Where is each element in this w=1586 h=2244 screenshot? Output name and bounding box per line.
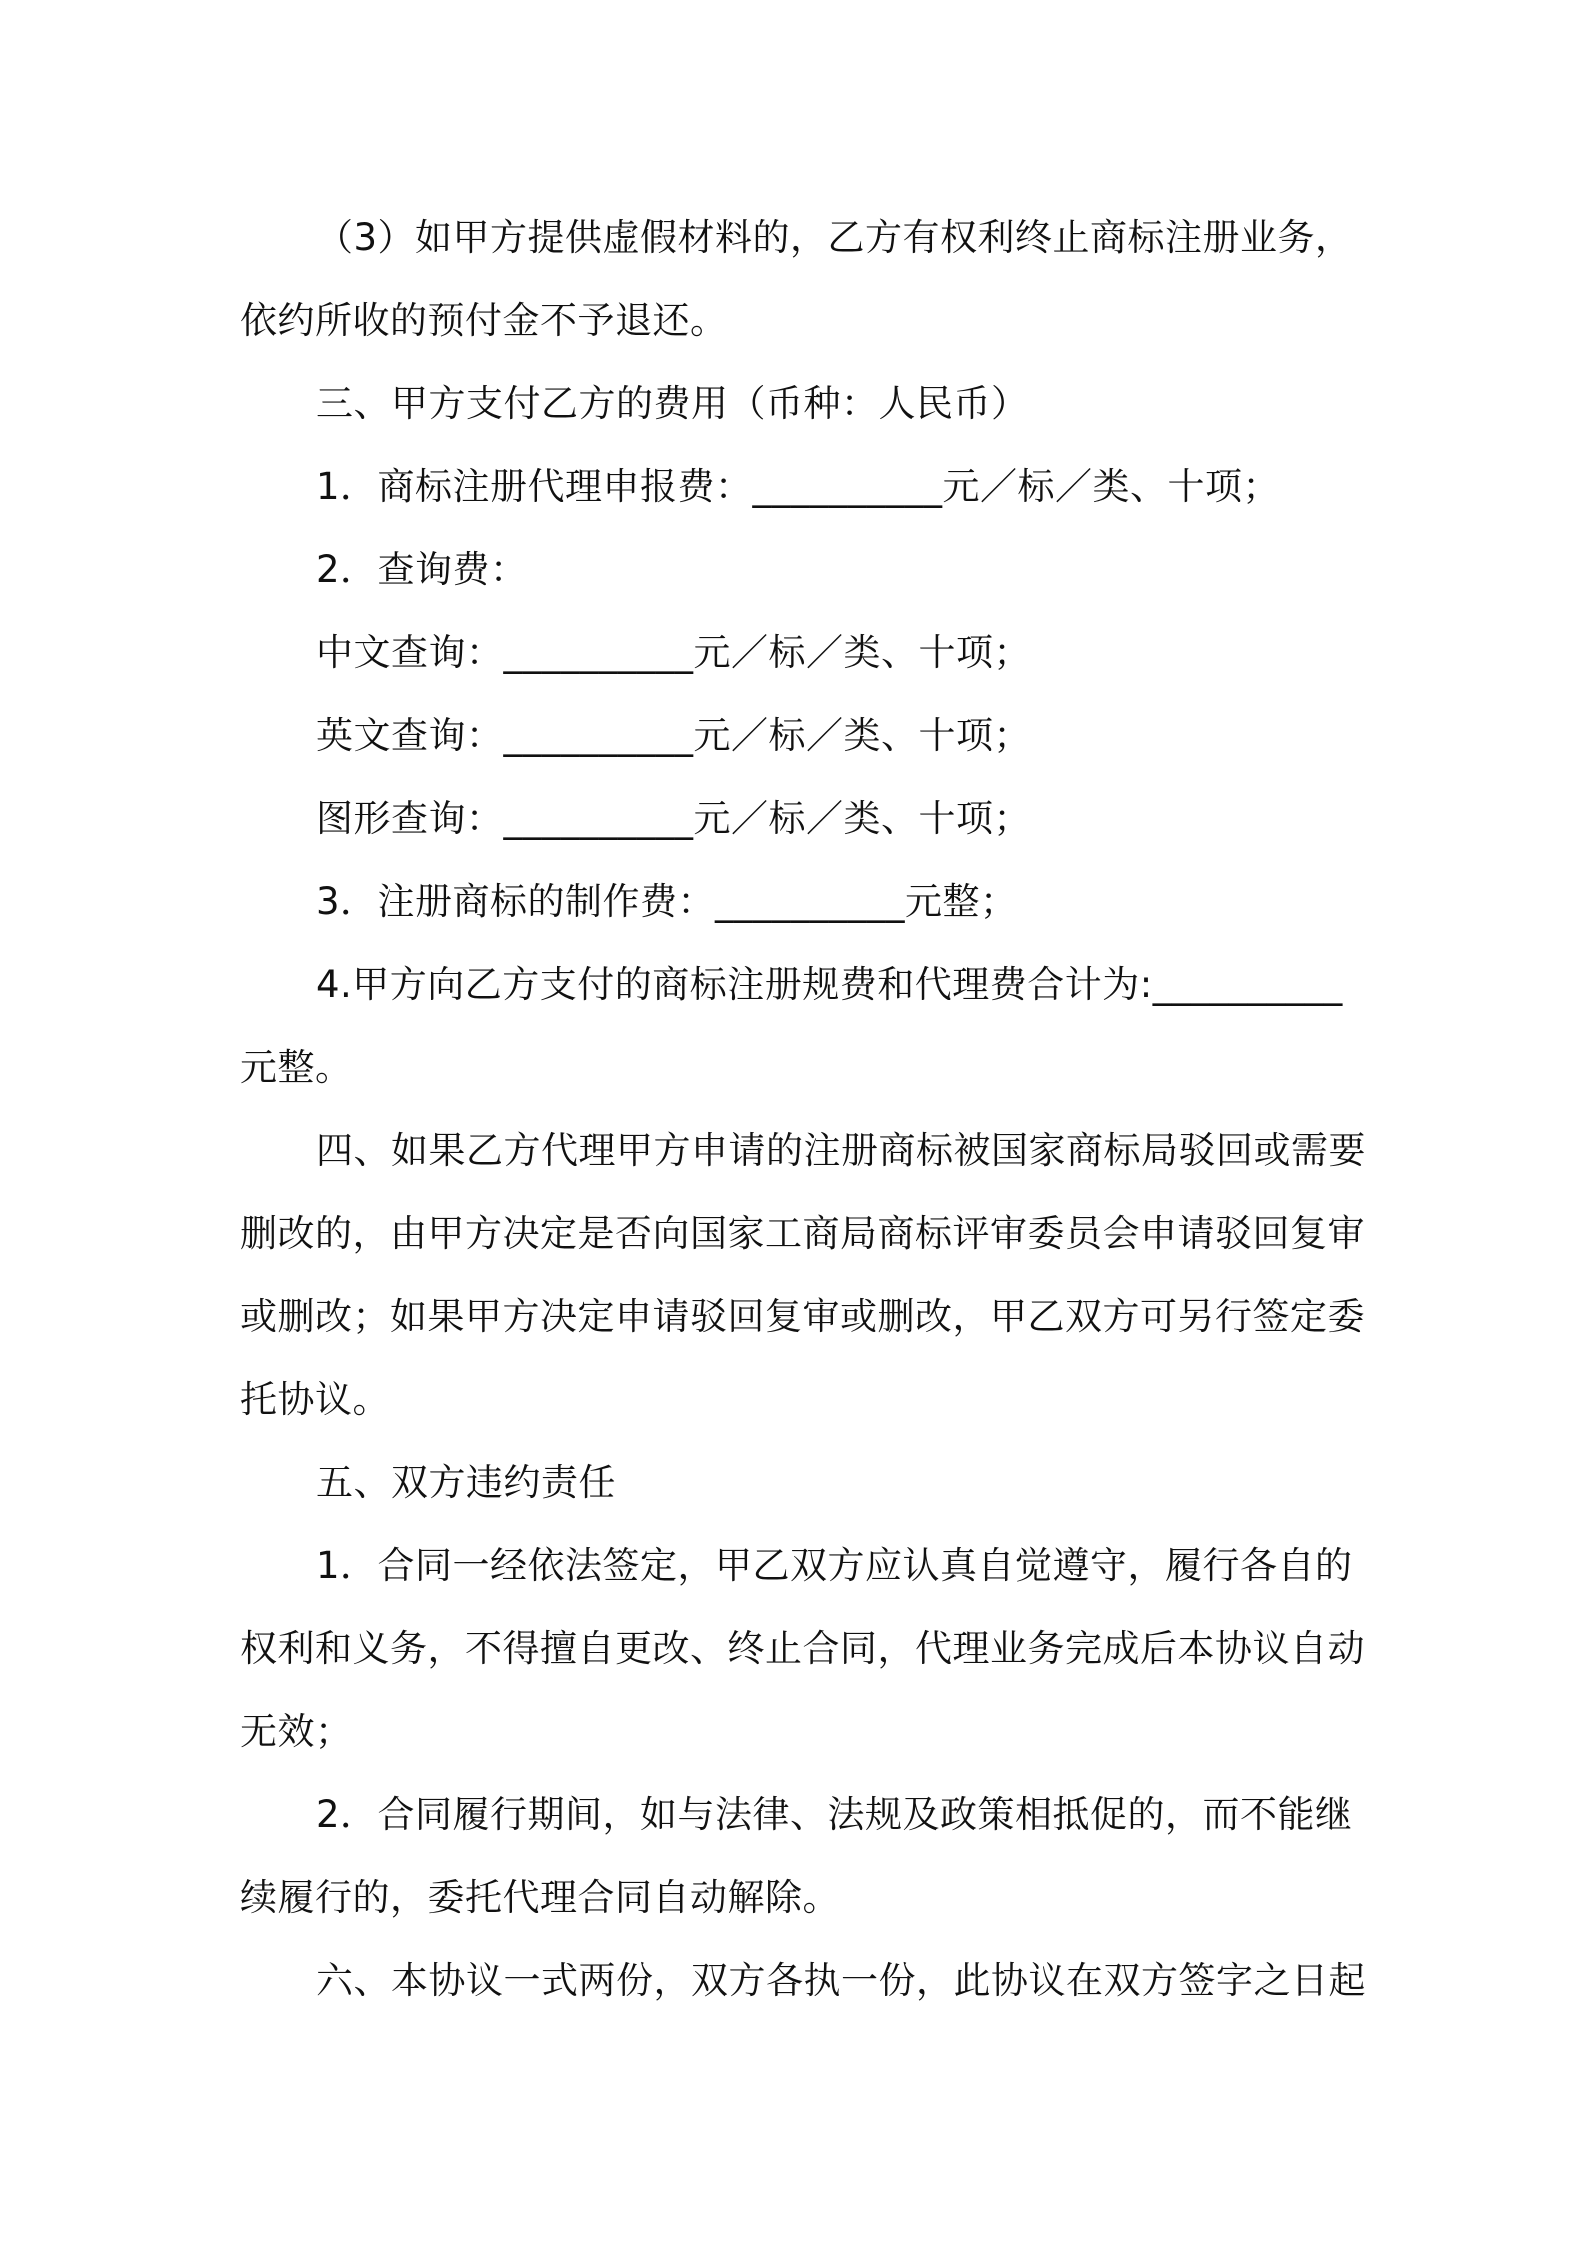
section-4-line-2: 删改的，由甲方决定是否向国家工商局商标评审委员会申请驳回复审 — [240, 1212, 1365, 1255]
section-5-item-1-line-2: 权利和义务，不得擅自更改、终止合同，代理业务完成后本协议自动 — [240, 1627, 1365, 1670]
fee-item-2: 2．查询费： — [316, 548, 528, 591]
section-5-item-2-line-2: 续履行的，委托代理合同自动解除。 — [240, 1876, 840, 1919]
section-3-heading: 三、甲方支付乙方的费用（币种：人民币） — [316, 382, 1029, 425]
section-4-line-3: 或删改；如果甲方决定申请驳回复审或删改，甲乙双方可另行签定委 — [240, 1295, 1365, 1338]
query-english: 英文查询：__________元／标／类、十项； — [316, 714, 1031, 757]
section-4-line-1: 四、如果乙方代理甲方申请的注册商标被国家商标局驳回或需要 — [316, 1129, 1366, 1172]
document-body — [240, 196, 1366, 2022]
fee-item-4-line-1: 4.甲方向乙方支付的商标注册规费和代理费合计为:__________ — [316, 963, 1343, 1006]
clause-3-line-1: （3）如甲方提供虚假材料的，乙方有权利终止商标注册业务， — [316, 216, 1353, 259]
query-graphic: 图形查询：__________元／标／类、十项； — [316, 797, 1031, 840]
fee-item-4-line-2: 元整。 — [240, 1046, 353, 1089]
section-5-item-1-line-1: 1．合同一经依法签定，甲乙双方应认真自觉遵守，履行各自的 — [316, 1544, 1353, 1587]
query-chinese: 中文查询：__________元／标／类、十项； — [316, 631, 1031, 674]
fee-item-3: 3．注册商标的制作费：__________元整； — [316, 880, 1018, 923]
section-5-item-2-line-1: 2．合同履行期间，如与法律、法规及政策相抵促的，而不能继 — [316, 1793, 1353, 1836]
section-5-item-1-line-3: 无效； — [240, 1710, 353, 1753]
clause-3-line-2: 依约所收的预付金不予退还。 — [240, 299, 728, 342]
section-6-line-1: 六、本协议一式两份，双方各执一份，此协议在双方签字之日起 — [316, 1959, 1366, 2002]
fee-item-1: 1．商标注册代理申报费：__________元／标／类、十项； — [316, 465, 1281, 508]
section-4-line-4: 托协议。 — [240, 1378, 390, 1421]
section-5-heading: 五、双方违约责任 — [316, 1461, 616, 1504]
